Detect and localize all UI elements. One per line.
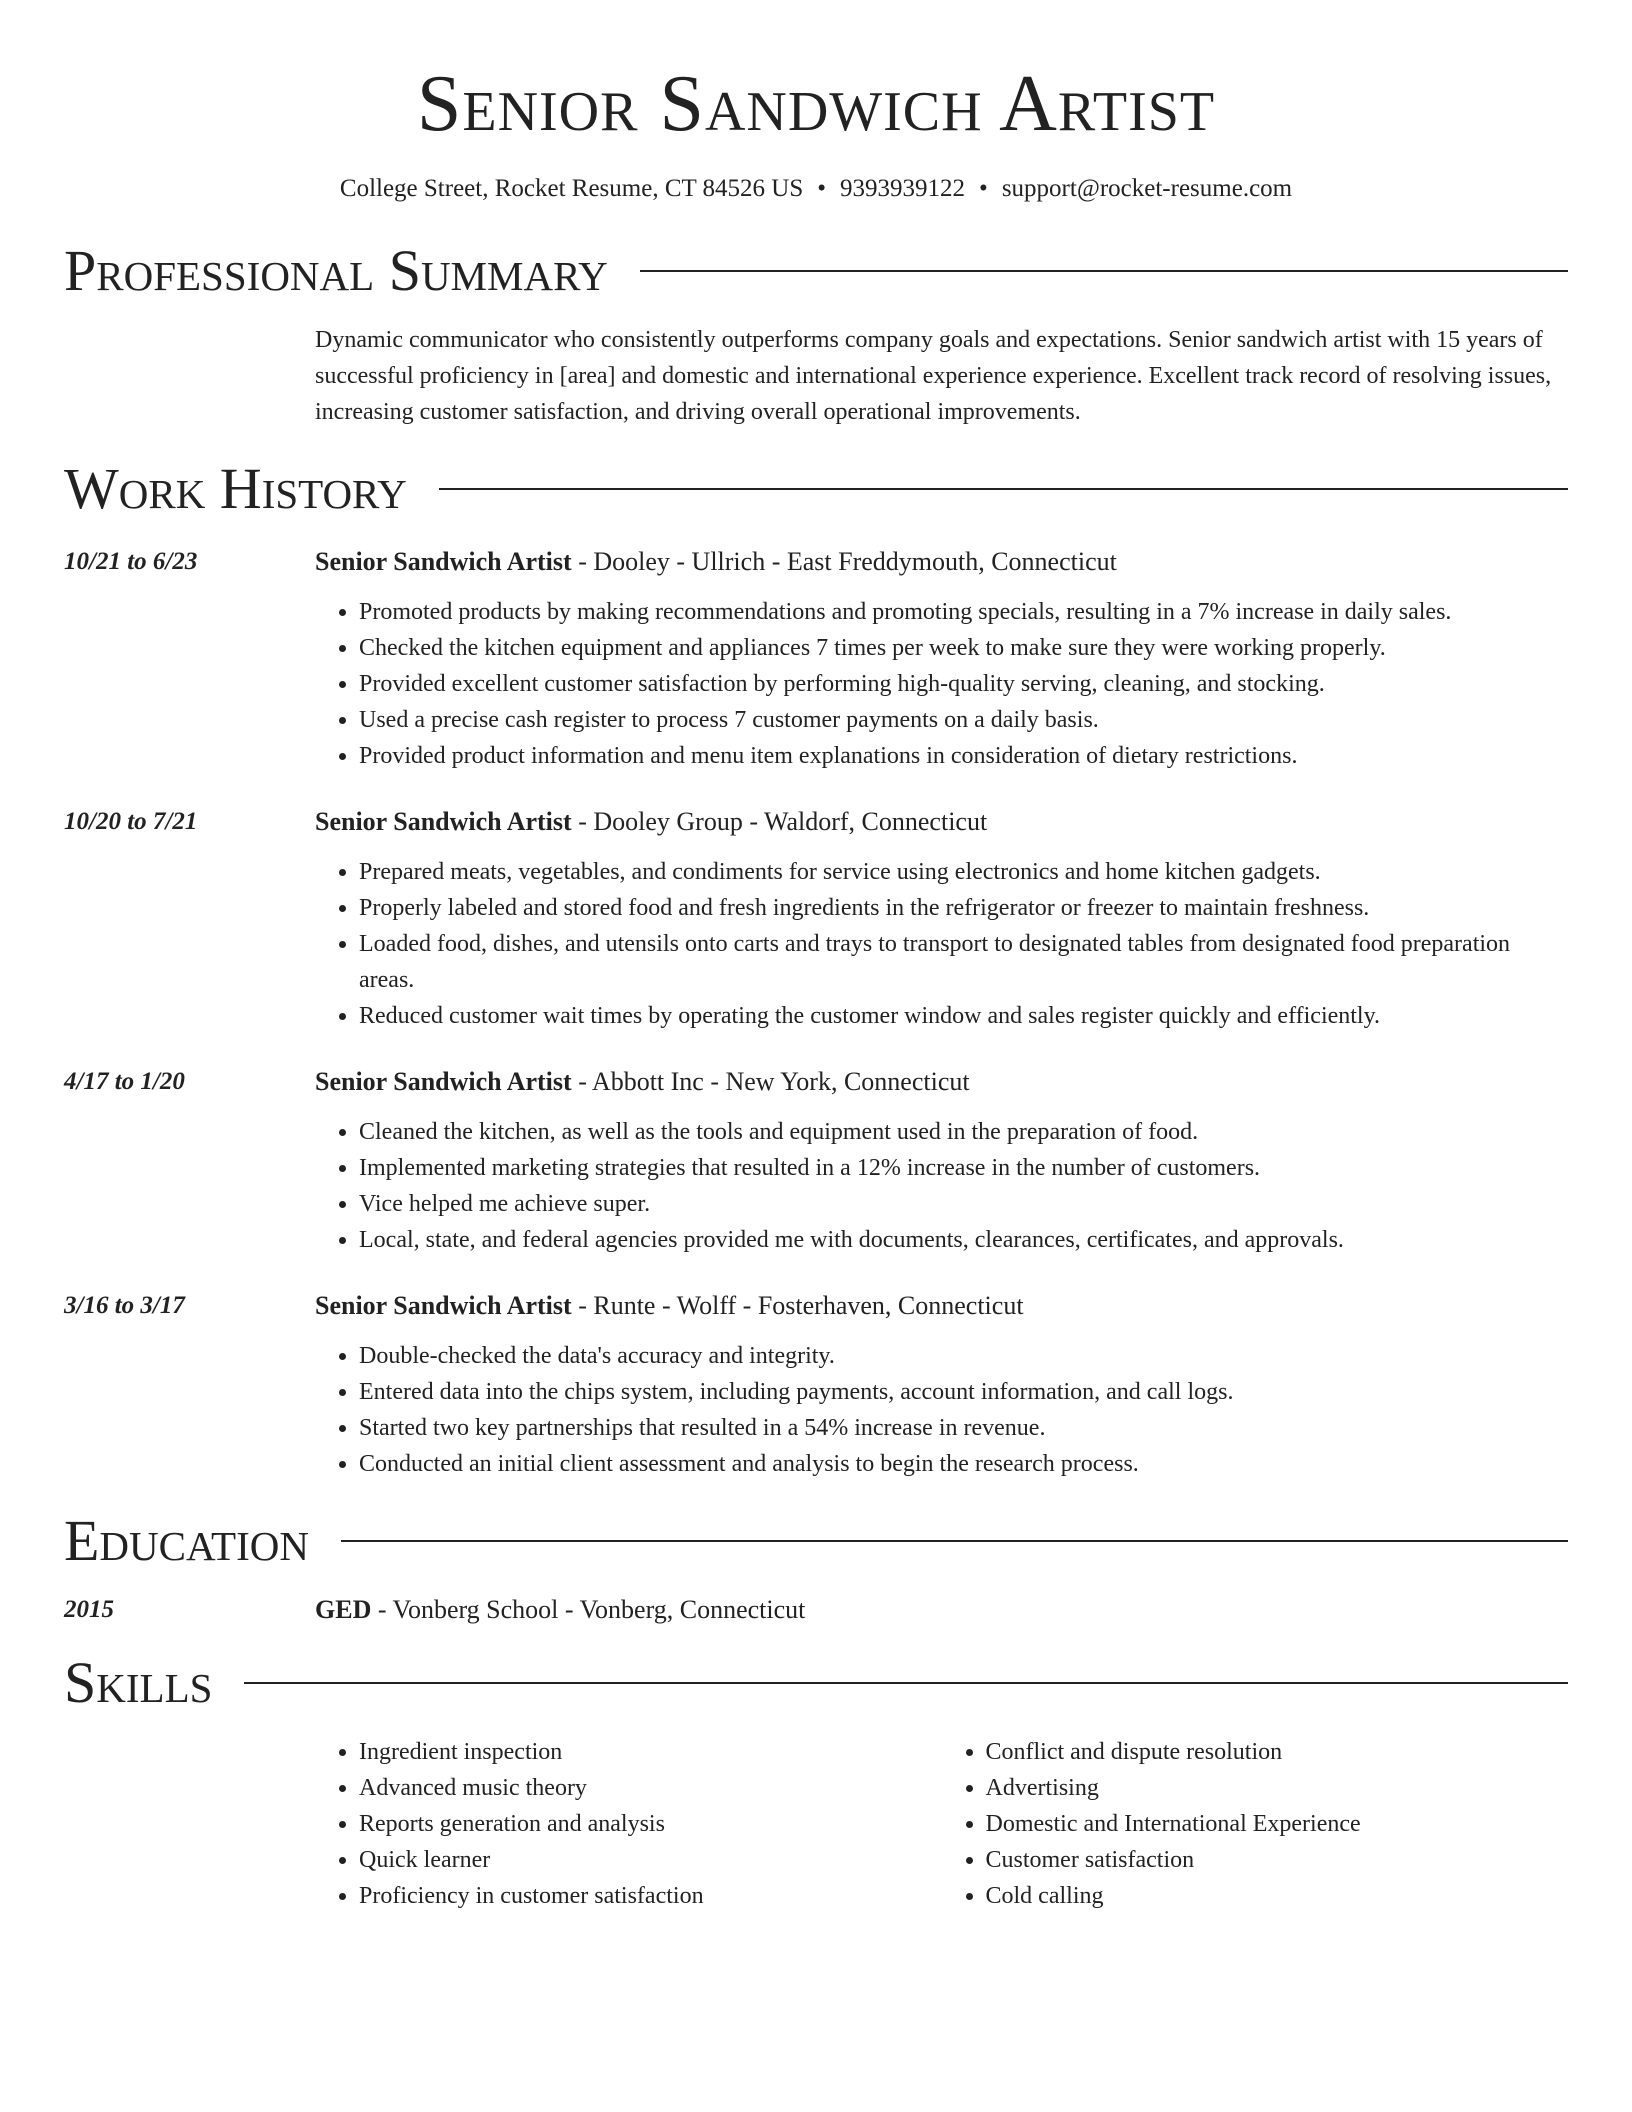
section-divider [341, 1540, 1568, 1542]
skill-item: • Ingredient inspection [359, 1734, 942, 1770]
work-title-line [315, 1064, 1568, 1100]
work-bullets [315, 1338, 1568, 1482]
work-title-line [315, 804, 1568, 840]
work-bullet: • Loaded food, dishes, and utensils onto carts and trays to transport to designated tables from designated food preparation areas. [359, 926, 1568, 998]
work-bullets [315, 854, 1568, 1034]
contact-email: support@rocket-resume.com [1001, 175, 1293, 202]
work-bullet: • Double-checked the data's accuracy and integrity. [359, 1338, 1568, 1374]
section-divider [439, 488, 1568, 490]
work-bullet: • Vice helped me achieve super. [359, 1186, 1568, 1222]
work-bullet: • Started two key partnerships that resulted in a 54% increase in revenue. [359, 1410, 1568, 1446]
work-entry [64, 544, 1568, 774]
section-divider [244, 1682, 1568, 1684]
section-title-summary: Professional Summary [64, 238, 608, 303]
work-bullet: • Prepared meats, vegetables, and condiments for service using electronics and home kitchen gadgets. [359, 854, 1568, 890]
work-bullet: • Provided product information and menu item explanations in consideration of dietary restrictions. [359, 738, 1568, 774]
work-dates: 4/17 to 1/20 [64, 1068, 185, 1095]
work-bullet: • Provided excellent customer satisfaction by performing high-quality serving, cleaning, and stocking. [359, 666, 1568, 702]
employer-location: - Dooley Group - Waldorf, Connecticut [571, 807, 988, 836]
contact-line [64, 174, 1568, 204]
education-year: 2015 [64, 1596, 114, 1623]
school-location: - Vonberg School - Vonberg, Connecticut [371, 1595, 806, 1624]
employer-location: - Abbott Inc - New York, Connecticut [571, 1067, 970, 1096]
work-title-line [315, 1288, 1568, 1324]
work-entry [64, 804, 1568, 1034]
skill-item: • Conflict and dispute resolution [986, 1734, 1569, 1770]
skill-item: • Advanced music theory [359, 1770, 942, 1806]
work-dates: 3/16 to 3/17 [64, 1292, 185, 1319]
work-bullet: • Checked the kitchen equipment and appliances 7 times per week to make sure they were working properly. [359, 630, 1568, 666]
contact-phone: 9393939122 [840, 175, 966, 202]
work-bullet: • Entered data into the chips system, including payments, account information, and call logs. [359, 1374, 1568, 1410]
degree: GED [315, 1595, 372, 1624]
employer-location: - Runte - Wolff - Fosterhaven, Connecticut [571, 1291, 1024, 1320]
work-title-line [315, 544, 1568, 580]
section-title-skills: Skills [64, 1650, 213, 1715]
skill-item: • Domestic and International Experience [986, 1806, 1569, 1842]
section-header-summary [64, 238, 1568, 303]
education-body [315, 1592, 1568, 1628]
employer-location: - Dooley - Ullrich - East Freddymouth, Connecticut [571, 547, 1117, 576]
skill-item: • Reports generation and analysis [359, 1806, 942, 1842]
skill-item: • Customer satisfaction [986, 1842, 1569, 1878]
skills-column-right [942, 1734, 1569, 1914]
job-title: Senior Sandwich Artist [315, 1291, 572, 1320]
section-divider [640, 270, 1568, 272]
work-body [315, 804, 1568, 1034]
contact-separator: • [817, 175, 827, 202]
skills-list [315, 1734, 1568, 1914]
work-bullet: • Cleaned the kitchen, as well as the tools and equipment used in the preparation of food. [359, 1114, 1568, 1150]
job-title: Senior Sandwich Artist [315, 1067, 572, 1096]
section-title-work: Work History [64, 456, 407, 521]
work-bullet: • Local, state, and federal agencies provided me with documents, clearances, certificates, and approvals. [359, 1222, 1568, 1258]
work-bullet: • Properly labeled and stored food and fresh ingredients in the refrigerator or freezer to maintain freshness. [359, 890, 1568, 926]
contact-separator: • [979, 175, 988, 202]
section-header-education [64, 1508, 1568, 1573]
work-bullet: • Conducted an initial client assessment and analysis to begin the research process. [359, 1446, 1568, 1482]
education-entry [64, 1592, 1568, 1628]
resume-name: Senior Sandwich Artist [416, 60, 1216, 148]
work-bullets [315, 594, 1568, 774]
section-title-education: Education [64, 1508, 309, 1573]
job-title: Senior Sandwich Artist [315, 547, 572, 576]
skill-item: • Quick learner [359, 1842, 942, 1878]
work-entry [64, 1064, 1568, 1258]
work-bullet: • Implemented marketing strategies that resulted in a 12% increase in the number of customers. [359, 1150, 1568, 1186]
skills-column-left [315, 1734, 942, 1914]
contact-address: College Street, Rocket Resume, CT 84526 US [339, 175, 804, 202]
work-bullet: • Reduced customer wait times by operating the customer window and sales register quickly and efficiently. [359, 998, 1568, 1034]
skill-item: • Advertising [986, 1770, 1569, 1806]
job-title: Senior Sandwich Artist [315, 807, 572, 836]
work-body [315, 544, 1568, 774]
work-bullet: • Promoted products by making recommendations and promoting specials, resulting in a 7% increase in daily sales. [359, 594, 1568, 630]
section-header-skills [64, 1650, 1568, 1715]
skill-item: • Cold calling [986, 1878, 1569, 1914]
work-bullets [315, 1114, 1568, 1258]
summary-text: Dynamic communicator who consistently outperforms company goals and expectations. Senior sandwich artist with 15 years of successful proficiency in [area] and domestic and international experience experience. Excellent track record of resolving issues, increasing customer satisfaction, and driving overall operational improvements. [315, 327, 1552, 425]
work-entry [64, 1288, 1568, 1482]
work-bullet: • Used a precise cash register to process 7 customer payments on a daily basis. [359, 702, 1568, 738]
education-line [315, 1592, 1568, 1628]
work-body [315, 1288, 1568, 1482]
section-header-work [64, 456, 1568, 521]
skill-item: • Proficiency in customer satisfaction [359, 1878, 942, 1914]
work-dates: 10/20 to 7/21 [64, 808, 198, 835]
work-body [315, 1064, 1568, 1258]
work-dates: 10/21 to 6/23 [64, 548, 198, 575]
